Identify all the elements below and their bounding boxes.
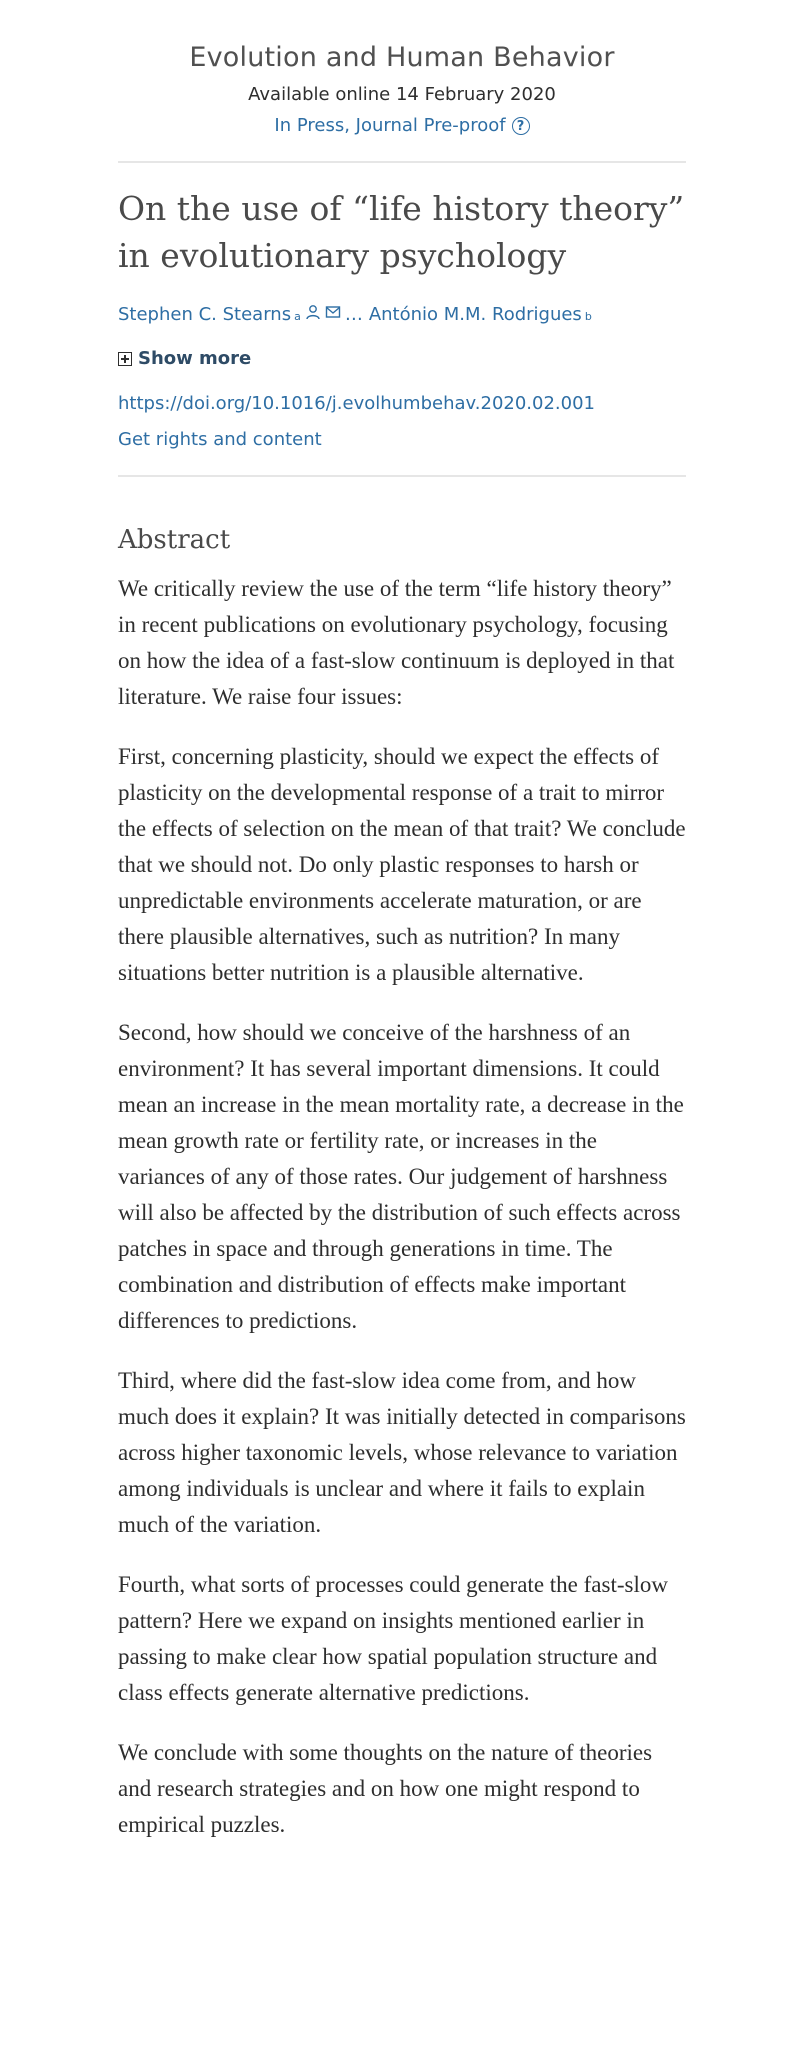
author-affiliation-stearns[interactable]: a <box>294 310 301 323</box>
article-status-link[interactable] <box>274 114 529 138</box>
rights-link[interactable]: Get rights and content <box>118 429 322 450</box>
plus-square-icon <box>118 352 132 366</box>
author-ellipsis[interactable]: … <box>344 304 363 325</box>
header-divider <box>118 161 686 163</box>
show-more-button[interactable] <box>118 347 686 371</box>
author-link-rodrigues[interactable]: António M.M. Rodrigues <box>368 304 582 325</box>
article-title: On the use of “life history theory” in evolutionary psychology <box>118 189 685 275</box>
article-status-label: In Press, Journal Pre-proof <box>274 115 506 136</box>
abstract-paragraph: Third, where did the fast-slow idea come from, and how much does it explain? It was initially detected in comparisons across higher taxonomic levels, whose relevance to variation among individuals is unclear and where it fails to explain much of the variation. <box>118 1368 686 1537</box>
abstract-paragraph: First, concerning plasticity, should we expect the effects of plasticity on the developmental response of a trait to mirror the effects of selection on the mean of that trait? We conclude that we should not. Do only plastic responses to harsh or unpredictable environments accelerate maturation, or are there plausible alternatives, such as nutrition? In many situations better nutrition is a plausible alternative. <box>118 744 686 985</box>
author-list <box>118 302 686 330</box>
abstract-paragraph: We critically review the use of the term “life history theory” in recent publications on evolutionary psychology, focusing on how the idea of a fast-slow continuum is deployed in that literature. We raise four issues: <box>118 576 675 709</box>
envelope-icon[interactable] <box>325 304 341 320</box>
available-online-date: Available online 14 February 2020 <box>248 84 556 105</box>
author-link-stearns[interactable]: Stephen C. Stearns <box>118 304 292 325</box>
journal-header <box>118 40 686 138</box>
person-icon[interactable] <box>305 304 321 320</box>
doi-link[interactable]: https://doi.org/10.1016/j.evolhumbehav.2020.02.001 <box>118 393 596 414</box>
author-affiliation-rodrigues[interactable]: b <box>584 310 592 323</box>
abstract-heading: Abstract <box>118 525 231 555</box>
article-page <box>118 0 686 1867</box>
abstract-paragraph: Fourth, what sorts of processes could generate the fast-slow pattern? Here we expand on insights mentioned earlier in passing to make clear how spatial population structure and class effects generate alternative predictions. <box>118 1572 668 1705</box>
show-more-label: Show more <box>138 348 252 369</box>
metadata-divider <box>118 475 686 477</box>
question-circle-icon[interactable]: ? <box>512 117 530 135</box>
journal-title[interactable]: Evolution and Human Behavior <box>189 42 615 73</box>
abstract-paragraph: We conclude with some thoughts on the nature of theories and research strategies and on how one might respond to empirical puzzles. <box>118 1740 653 1837</box>
abstract-paragraph: Second, how should we conceive of the harshness of an environment? It has several important dimensions. It could mean an increase in the mean mortality rate, a decrease in the mean growth rate or fertility rate, or increases in the variances of any of those rates. Our judgement of harshness will also be affected by the distribution of such effects across patches in space and through generations in time. The combination and distribution of effects make important differences to predictions. <box>118 1020 684 1333</box>
abstract-body <box>118 571 686 1843</box>
